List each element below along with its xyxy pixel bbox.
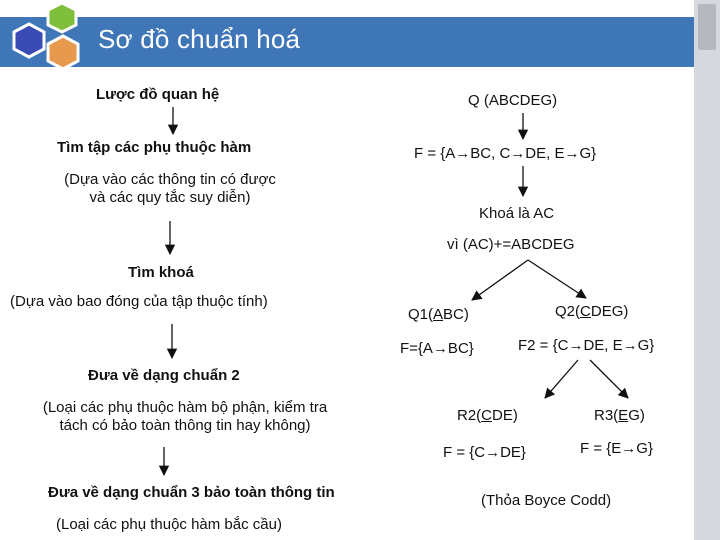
- key-result: Khoá là AC: [479, 205, 555, 222]
- slide-title: Sơ đồ chuẩn hoá: [98, 24, 301, 54]
- relation-q2: [555, 303, 628, 321]
- fd-set-f2: F2 = {C→DE, E→G}: [518, 337, 655, 354]
- fd-set-f1: F={A→BC}: [400, 340, 474, 357]
- arrow-q2-to-r3: [590, 360, 628, 398]
- step-find-fds-note: [20, 171, 320, 207]
- step-3nf: Đưa về dạng chuẩn 3 bảo toàn thông tin: [48, 484, 335, 501]
- step-2nf: Đưa về dạng chuẩn 2: [88, 367, 240, 384]
- step-relation-schema: Lược đồ quan hệ: [96, 86, 220, 103]
- step-2nf-note-line1: (Loại các phụ thuộc hàm bộ phận, kiểm tra: [42, 399, 328, 416]
- relation-q1: [408, 306, 469, 324]
- q1-rest: BC): [443, 306, 469, 323]
- relation-r2: [457, 407, 518, 425]
- fd-set-r3: F = {E→G}: [580, 440, 653, 457]
- orange-hexagon: [48, 36, 78, 69]
- step-2nf-note: [10, 399, 360, 435]
- step-find-fds-note-line2: và các quy tắc suy diễn): [89, 189, 251, 206]
- q1-key: A: [433, 306, 444, 323]
- r2-key: C: [481, 407, 493, 424]
- fd-set-r2: F = {C→DE}: [443, 444, 526, 461]
- functional-dependencies: F = {A→BC, C→DE, E→G}: [414, 145, 597, 162]
- step-find-fds-note-line1: (Dựa vào các thông tin có được: [64, 171, 276, 188]
- blue-hexagon: [14, 24, 44, 57]
- r2-prefix: R2(: [457, 407, 482, 424]
- q2-key: C: [580, 303, 591, 320]
- step-find-key: Tìm khoá: [128, 264, 194, 281]
- relation-r3: [594, 407, 645, 425]
- q2-rest: DEG): [590, 303, 629, 320]
- green-hexagon: [48, 3, 76, 32]
- step-find-key-note: (Dựa vào bao đóng của tập thuộc tính): [10, 293, 268, 310]
- arrow-key-to-q1: [472, 260, 528, 300]
- relation-q: Q (ABCDEG): [468, 92, 558, 109]
- r3-key: E: [618, 407, 629, 424]
- r3-rest: G): [628, 407, 645, 424]
- r2-rest: DE): [492, 407, 518, 424]
- r3-prefix: R3(: [594, 407, 619, 424]
- step-find-fds: Tìm tập các phụ thuộc hàm: [57, 139, 252, 156]
- side-scroll-thumb: [698, 4, 716, 50]
- arrow-q2-to-r2: [545, 360, 578, 398]
- step-2nf-note-line2: tách có bảo toàn thông tin hay không): [59, 417, 311, 434]
- q1-prefix: Q1(: [408, 306, 434, 323]
- side-scroll-strip: [694, 0, 720, 540]
- key-closure: vì (AC)+=ABCDEG: [447, 236, 575, 253]
- step-3nf-note: (Loại các phụ thuộc hàm bắc cầu): [56, 516, 282, 533]
- arrow-key-to-q2: [528, 260, 586, 298]
- hexagon-logo: [0, 0, 100, 90]
- q2-prefix: Q2(: [555, 303, 581, 320]
- bcnf-result: (Thỏa Boyce Codd): [481, 492, 612, 509]
